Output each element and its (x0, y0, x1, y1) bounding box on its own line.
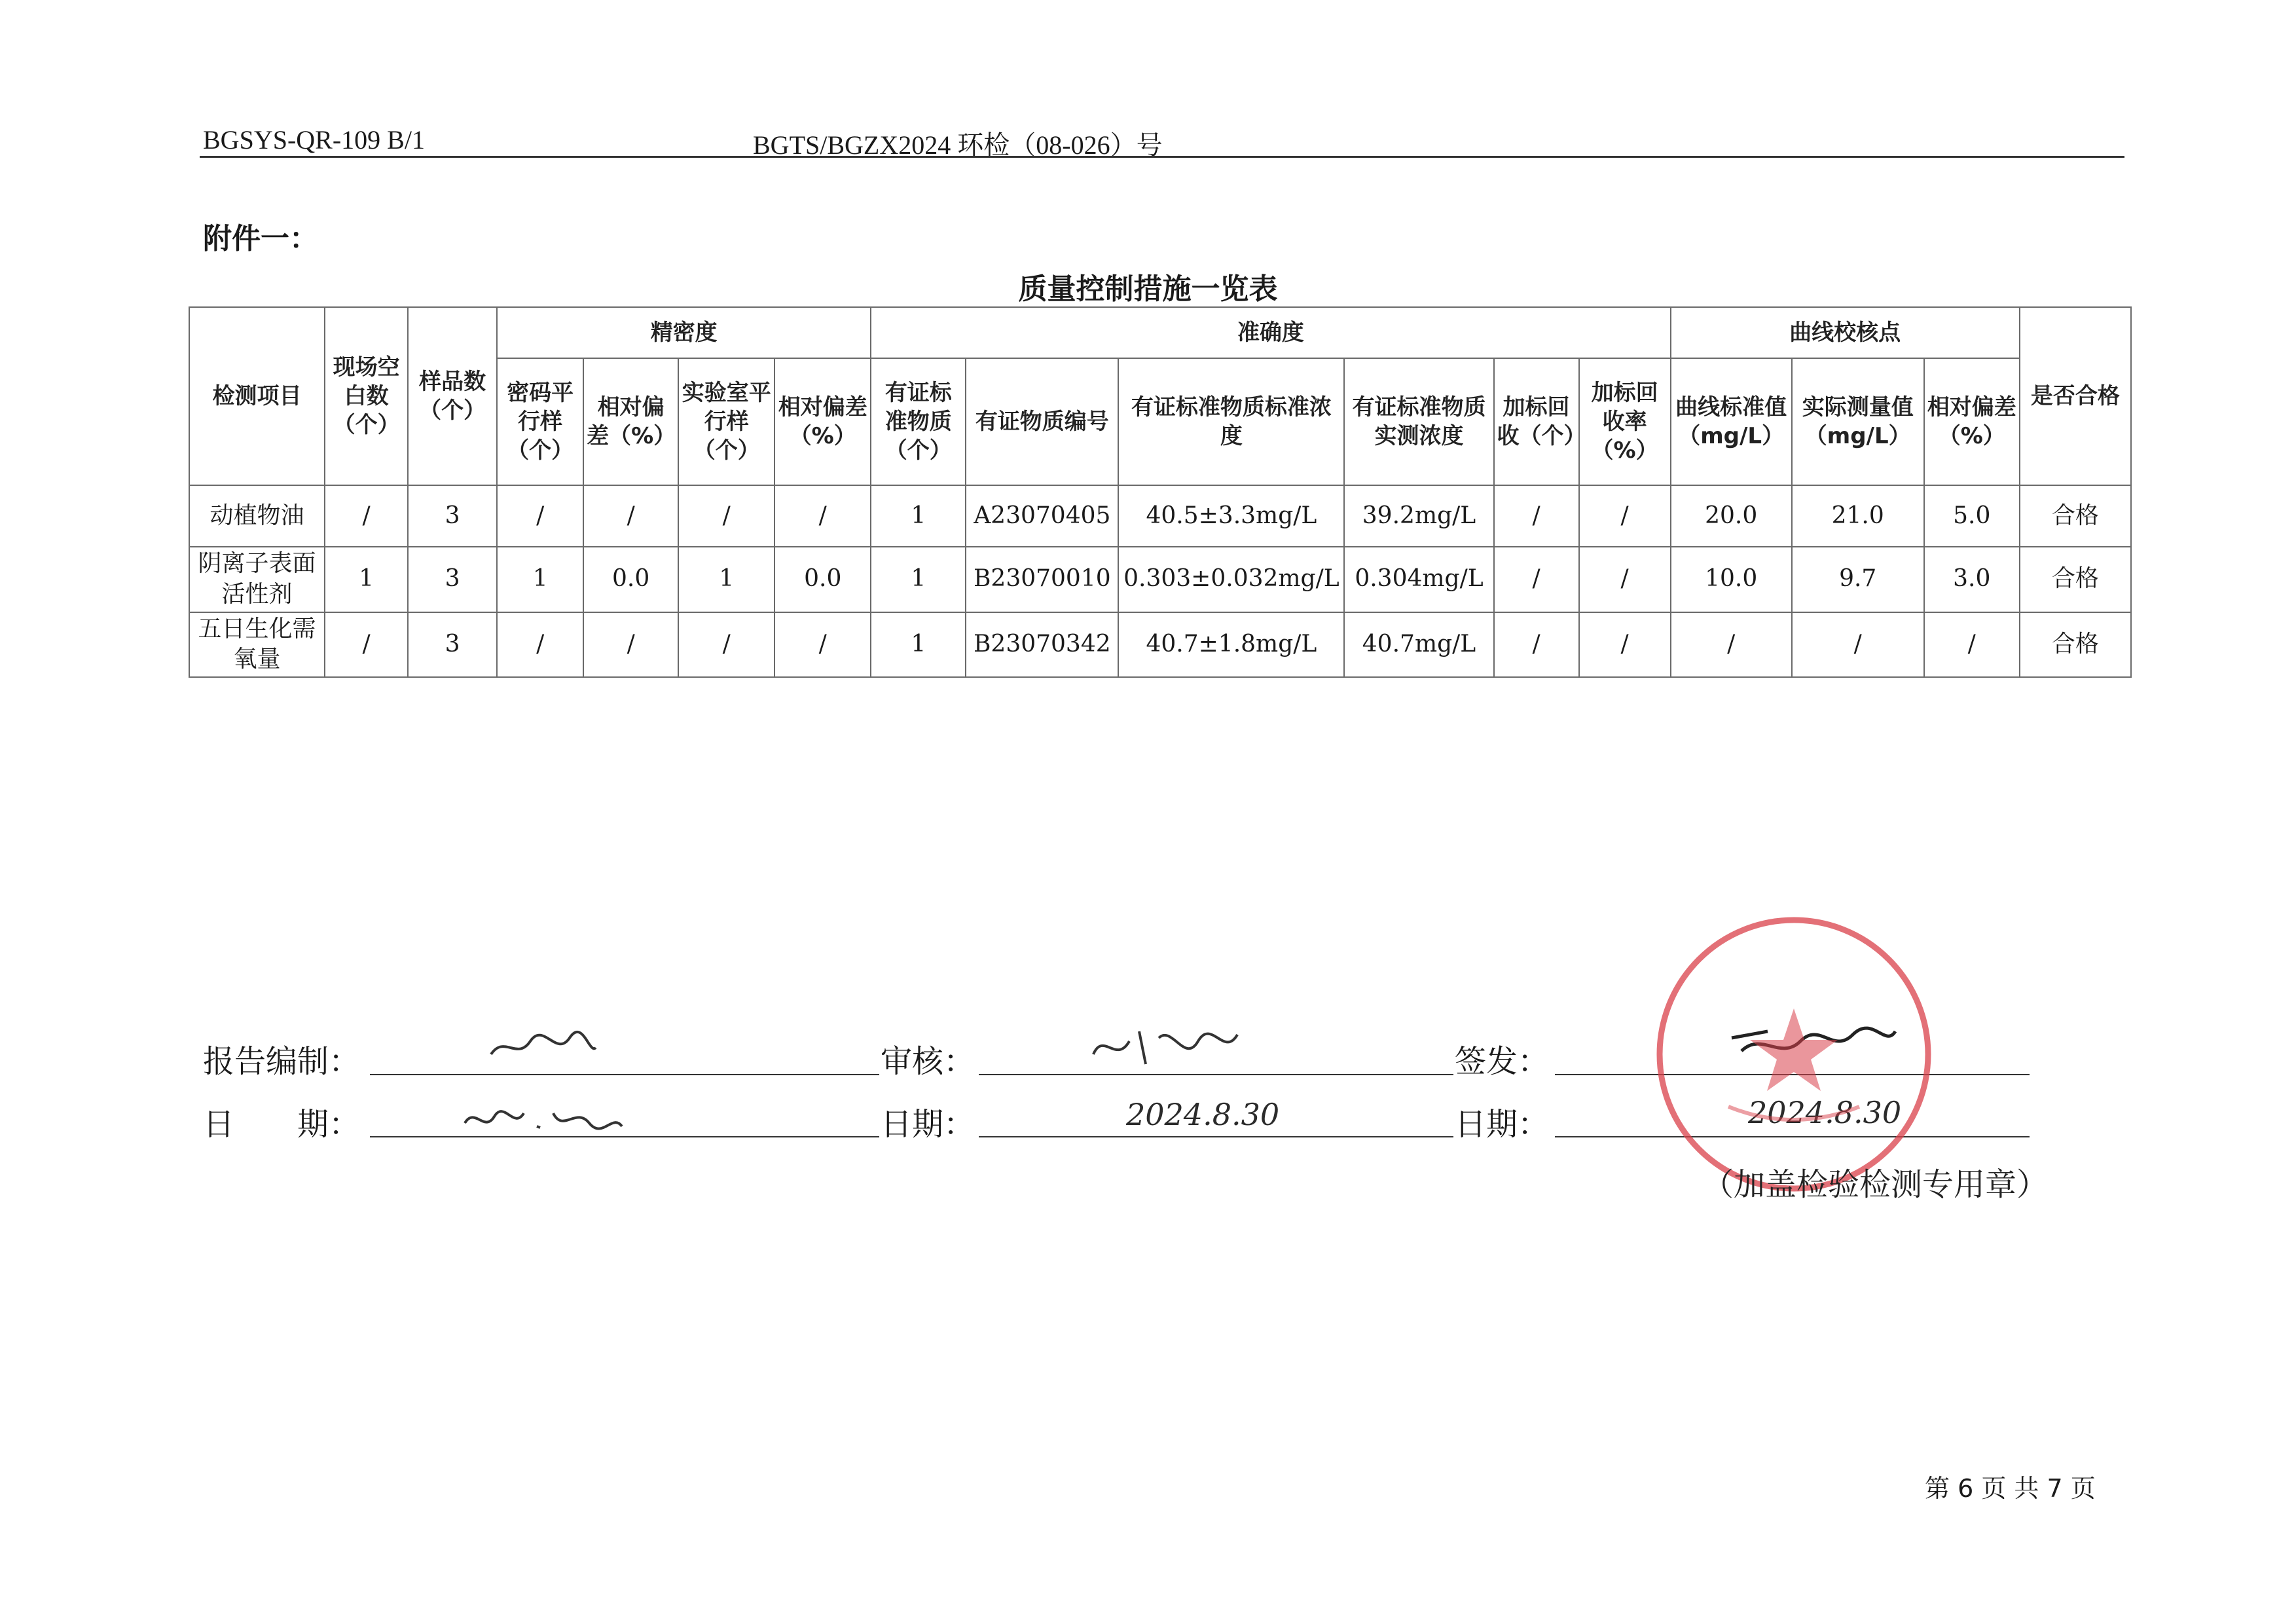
cell-a4: 0.304mg/L (1344, 547, 1493, 612)
cell-item: 阴离子表面活性剂 (189, 547, 325, 612)
cell-a2: B23070342 (966, 612, 1118, 678)
header-crm-measured: 有证标准物质实测浓度 (1344, 358, 1493, 485)
prepared-by-signature (484, 1022, 602, 1074)
cell-a3: 40.7±1.8mg/L (1118, 612, 1344, 678)
header-lab-parallel: 实验室平行样（个） (678, 358, 774, 485)
report-number: BGTS/BGZX2024 环检（08-026）号 (753, 130, 1163, 160)
cell-p1: / (497, 485, 583, 547)
cell-c1: 20.0 (1671, 485, 1792, 547)
table-title: 质量控制措施一览表 (1018, 272, 1278, 306)
page-number: 第 6 页 共 7 页 (1925, 1474, 2096, 1503)
cell-a1: 1 (871, 547, 966, 612)
cell-p1: / (497, 612, 583, 678)
cell-c2: 9.7 (1792, 547, 1924, 612)
review-label: 审核： (881, 1043, 975, 1080)
cell-blank: 1 (325, 547, 408, 612)
cell-a2: B23070010 (966, 547, 1118, 612)
issue-date: 2024.8.30 (1748, 1095, 1902, 1130)
cell-samples: 3 (408, 612, 497, 678)
cell-c2: / (1792, 612, 1924, 678)
cell-c3: 3.0 (1924, 547, 2020, 612)
table-row (189, 547, 2131, 612)
cell-item: 五日生化需氧量 (189, 612, 325, 678)
document-code: BGSYS-QR-109 B/1 (203, 125, 425, 155)
header-curve: 曲线校核点 (1671, 307, 2020, 358)
review-signature (1087, 1018, 1244, 1074)
attachment-label: 附件一： (203, 222, 318, 255)
cell-c1: 10.0 (1671, 547, 1792, 612)
header-crm-count: 有证标准物质（个） (871, 358, 966, 485)
cell-blank: / (325, 485, 408, 547)
header-accuracy: 准确度 (871, 307, 1670, 358)
header-qualified: 是否合格 (2020, 307, 2131, 485)
header-precision: 精密度 (497, 307, 871, 358)
cell-a3: 40.5±3.3mg/L (1118, 485, 1344, 547)
issue-label: 签发： (1455, 1043, 1550, 1080)
cell-samples: 3 (408, 547, 497, 612)
cell-p1: 1 (497, 547, 583, 612)
cell-p3: 1 (678, 547, 774, 612)
quality-control-table (189, 306, 2132, 678)
header-blind-parallel: 密码平行样（个） (497, 358, 583, 485)
cell-a4: 39.2mg/L (1344, 485, 1493, 547)
cell-blank: / (325, 612, 408, 678)
cell-a5: / (1494, 547, 1579, 612)
cell-p3: / (678, 612, 774, 678)
cell-item: 动植物油 (189, 485, 325, 547)
cell-a1: 1 (871, 485, 966, 547)
cell-a3: 0.303±0.032mg/L (1118, 547, 1344, 612)
cell-qualified: 合格 (2020, 547, 2131, 612)
table-row (189, 612, 2131, 678)
cell-a6: / (1579, 547, 1671, 612)
header-crm-std-conc: 有证标准物质标准浓度 (1118, 358, 1344, 485)
prepared-date-handwritten (458, 1094, 629, 1139)
prepared-by-line (370, 1074, 879, 1075)
cell-p4: 0.0 (774, 547, 871, 612)
header-curve-rel-dev: 相对偏差（%） (1924, 358, 2020, 485)
prepared-date-label: 日 期： (203, 1106, 361, 1143)
header-curve-measured: 实际测量值（mg/L） (1792, 358, 1924, 485)
cell-qualified: 合格 (2020, 612, 2131, 678)
header-rel-dev-2: 相对偏差（%） (774, 358, 871, 485)
cell-c3: 5.0 (1924, 485, 2020, 547)
cell-c3: / (1924, 612, 2020, 678)
cell-p2: / (583, 612, 678, 678)
header-samples: 样品数（个） (408, 307, 497, 485)
cell-a5: / (1494, 485, 1579, 547)
cell-p2: 0.0 (583, 547, 678, 612)
cell-p4: / (774, 612, 871, 678)
cell-a6: / (1579, 612, 1671, 678)
issue-date-label: 日期： (1455, 1106, 1550, 1143)
table-row (189, 485, 2131, 547)
review-date-line (979, 1136, 1453, 1137)
review-line (979, 1074, 1453, 1075)
cell-c2: 21.0 (1792, 485, 1924, 547)
header-item: 检测项目 (189, 307, 325, 485)
header-crm-id: 有证物质编号 (966, 358, 1118, 485)
official-seal-stamp (1650, 910, 1938, 1198)
cell-p4: / (774, 485, 871, 547)
header-curve-std: 曲线标准值（mg/L） (1671, 358, 1792, 485)
header-rel-dev-1: 相对偏差（%） (583, 358, 678, 485)
cell-a4: 40.7mg/L (1344, 612, 1493, 678)
cell-c1: / (1671, 612, 1792, 678)
prepared-by-label: 报告编制： (203, 1043, 361, 1080)
cell-samples: 3 (408, 485, 497, 547)
cell-a2: A23070405 (966, 485, 1118, 547)
cell-a6: / (1579, 485, 1671, 547)
review-date: 2024.8.30 (1126, 1097, 1280, 1132)
header-spike-recovery: 加标回收率（%） (1579, 358, 1671, 485)
stamp-note: （加盖检验检测专用章） (1702, 1166, 2049, 1203)
cell-a5: / (1494, 612, 1579, 678)
cell-p2: / (583, 485, 678, 547)
cell-p3: / (678, 485, 774, 547)
review-date-label: 日期： (881, 1106, 975, 1143)
cell-a1: 1 (871, 612, 966, 678)
header-rule (200, 156, 2124, 158)
header-spike-count: 加标回收（个） (1494, 358, 1579, 485)
header-blank: 现场空白数（个） (325, 307, 408, 485)
cell-qualified: 合格 (2020, 485, 2131, 547)
